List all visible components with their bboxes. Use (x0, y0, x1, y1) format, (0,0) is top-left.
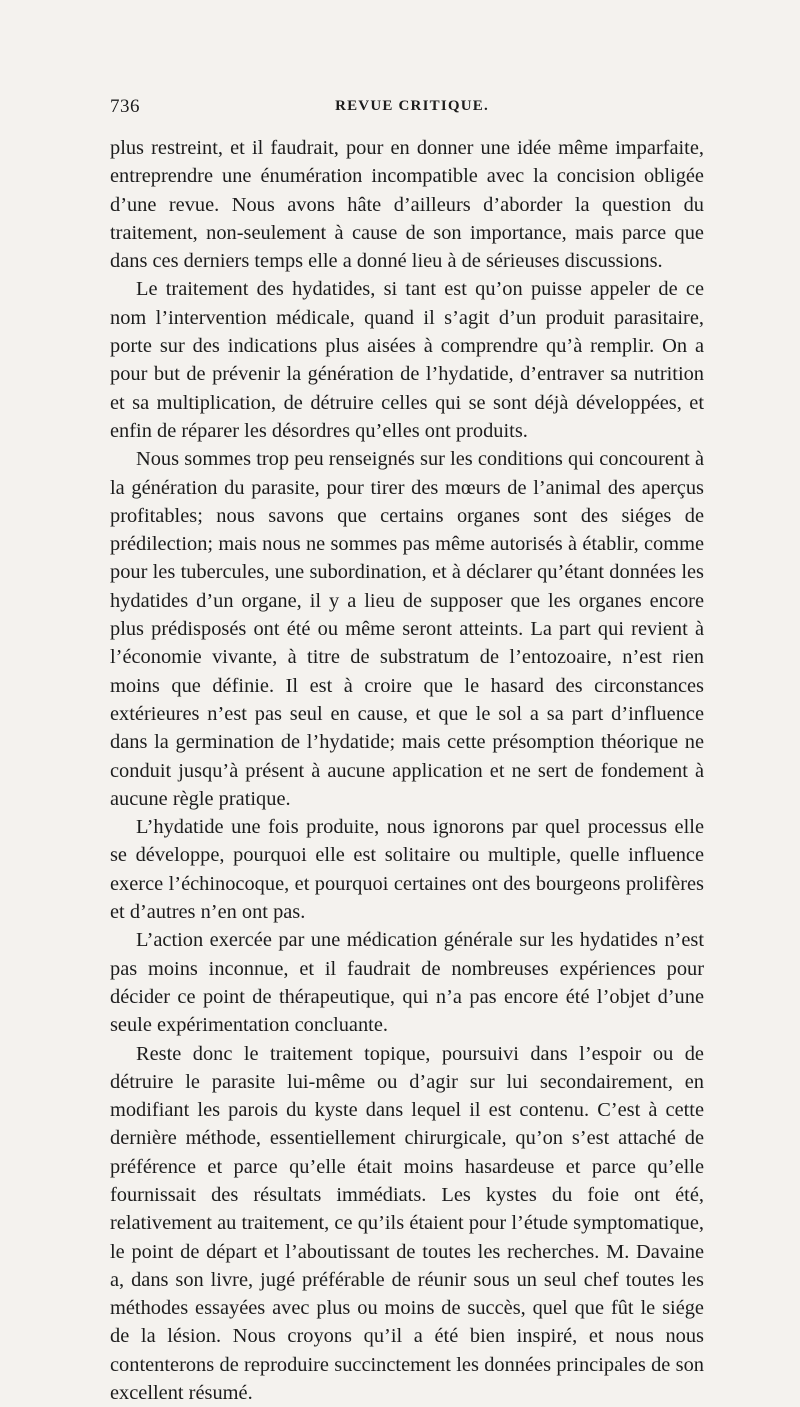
body-text (110, 134, 704, 1407)
running-head (110, 96, 704, 124)
paragraph-conditions: Nous sommes trop peu renseignés sur les conditions qui concourent à la génération du parasite, pour tirer des mœurs de l’animal des aperçus profitables; nous savons que certains organes sont des siéges de prédilection; mais nous ne sommes pas même autorisés à établir, comme pour les tubercules, une subordination, et à déclarer qu’étant données les hydatides d’un organe, il y a lieu de supposer que les organes encore plus prédisposés ont été ou même seront atteints. La part qui revient à l’économie vivante, à titre de substratum de l’entozoaire, n’est rien moins que définie. Il est à croire que le hasard des circonstances extérieures n’est pas seul en cause, et que le sol a sa part d’influence dans la germination de l’hydatide; mais cette présomption théorique ne conduit jusqu’à présent à aucune application et ne sert de fondement à aucune règle pratique. (110, 445, 704, 813)
paragraph-traitement: Le traitement des hydatides, si tant est qu’on puisse appeler de ce nom l’intervention médicale, quand il s’agit d’un produit parasitaire, porte sur des indications plus aisées à comprendre qu’à remplir. On a pour but de prévenir la génération de l’hydatide, d’entraver sa nutrition et sa multiplication, de détruire celles qui se sont déjà développées, et enfin de réparer les désordres qu’elles ont produits. (110, 275, 704, 445)
page-number: 736 (110, 96, 140, 118)
running-title: REVUE CRITIQUE. (110, 98, 704, 115)
paragraph-continuation: plus restreint, et il faudrait, pour en donner une idée même imparfaite, entreprendre une énumération incompatible avec la concision obligée d’une revue. Nous avons hâte d’ailleurs d’aborder la question du traitement, non-seulement à cause de son importance, mais parce que dans ces derniers temps elle a donné lieu à de sérieuses discussions. (110, 134, 704, 275)
paragraph-medication: L’action exercée par une médication générale sur les hydatides n’est pas moins inconnue, et il faudrait de nombreuses expériences pour décider ce point de thérapeutique, qui n’a pas encore été l’objet d’une seule expérimentation concluante. (110, 926, 704, 1039)
paragraph-developpement: L’hydatide une fois produite, nous ignorons par quel processus elle se développe, pourquoi elle est solitaire ou multiple, quelle influence exerce l’échinocoque, et pourquoi certaines ont des bourgeons prolifères et d’autres n’en ont pas. (110, 813, 704, 926)
paragraph-traitement-topique: Reste donc le traitement topique, poursuivi dans l’espoir ou de détruire le parasite lui-même ou d’agir sur lui secondairement, en modifiant les parois du kyste dans lequel il est contenu. C’est à cette dernière méthode, essentiellement chirurgicale, qu’on s’est attaché de préférence et parce qu’elle était moins hasardeuse et parce qu’elle fournissait des résultats immédiats. Les kystes du foie ont été, relativement au traitement, ce qu’ils étaient pour l’étude symptomatique, le point de départ et l’aboutissant de toutes les recherches. M. Davaine a, dans son livre, jugé préférable de réunir sous un seul chef toutes les méthodes essayées avec plus ou moins de succès, quel que fût le siége de la lésion. Nous croyons qu’il a été bien inspiré, et nous nous contenterons de reproduire succinctement les données principales de son excellent résumé. (110, 1040, 704, 1407)
